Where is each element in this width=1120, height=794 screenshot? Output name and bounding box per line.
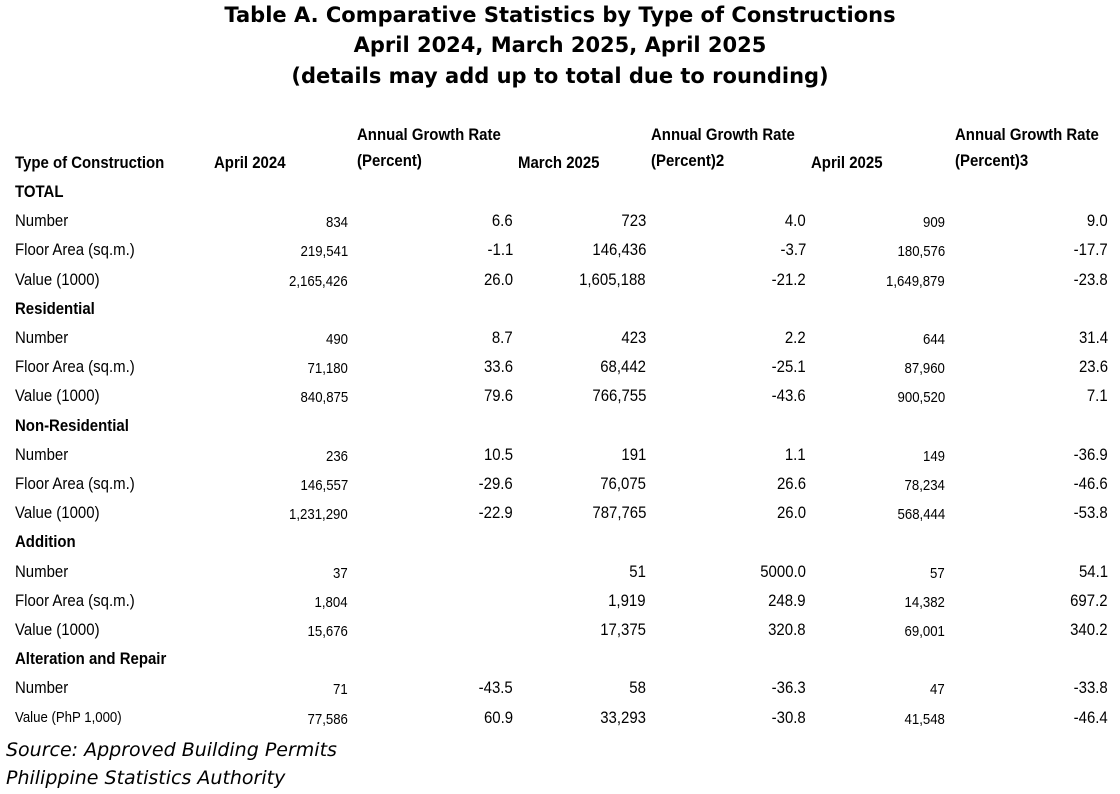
table-cell: 7.1 — [1087, 386, 1108, 405]
table-cell: 787,765 — [591, 503, 646, 522]
header-growth-2-line2: (Percent)2 — [651, 151, 725, 170]
table-cell: 71,180 — [307, 360, 348, 377]
table-cell: -1.1 — [487, 240, 513, 259]
header-growth-3-line2: (Percent)3 — [955, 151, 1029, 170]
section-header: Non-Residential — [15, 416, 129, 435]
table-cell: -30.8 — [771, 708, 806, 727]
section-header: Alteration and Repair — [15, 649, 167, 668]
table-cell: 723 — [621, 211, 646, 230]
table-cell: 71 — [333, 681, 348, 698]
section-header: Addition — [15, 532, 76, 551]
table-cell: 1,919 — [608, 591, 646, 610]
table-cell: 26.6 — [776, 474, 806, 493]
table-cell: 41,548 — [904, 711, 945, 728]
table-cell: -3.7 — [780, 240, 806, 259]
table-cell: 26.0 — [483, 270, 513, 289]
table-cell: 26.0 — [776, 503, 806, 522]
table-cell: 10.5 — [483, 445, 513, 464]
table-cell: -23.8 — [1073, 270, 1108, 289]
table-cell: 149 — [922, 448, 945, 465]
table-cell: -43.6 — [771, 386, 806, 405]
row-label: Number — [15, 562, 69, 581]
table-cell: 146,557 — [300, 477, 348, 494]
row-label: Floor Area (sq.m.) — [15, 591, 135, 610]
table-cell: 58 — [629, 678, 646, 697]
table-cell: 191 — [621, 445, 646, 464]
header-growth-1-line2: (Percent) — [357, 151, 422, 170]
header-growth-3-line1: Annual Growth Rate — [955, 125, 1099, 144]
title-line-3: (details may add up to total due to rounding) — [291, 64, 829, 88]
row-label: Number — [15, 678, 69, 697]
section-header: TOTAL — [15, 182, 64, 201]
table-cell: 69,001 — [904, 623, 945, 640]
table-cell: 79.6 — [483, 386, 513, 405]
table-cell: 4.0 — [785, 211, 806, 230]
table-cell: 37 — [333, 565, 348, 582]
table-cell: 31.4 — [1078, 328, 1108, 347]
table-cell: 219,541 — [300, 243, 348, 260]
table-cell: 900,520 — [897, 389, 945, 406]
row-label: Floor Area (sq.m.) — [15, 357, 135, 376]
table-cell: 54.1 — [1078, 562, 1108, 581]
title-line-2: April 2024, March 2025, April 2025 — [353, 33, 767, 57]
table-cell: 33.6 — [483, 357, 513, 376]
table-cell: -46.6 — [1073, 474, 1108, 493]
table-cell: 490 — [325, 331, 348, 348]
table-cell: 77,586 — [307, 711, 348, 728]
table-cell: -46.4 — [1073, 708, 1108, 727]
table-cell: -43.5 — [478, 678, 513, 697]
table-cell: 697.2 — [1070, 591, 1108, 610]
table-cell: 766,755 — [591, 386, 646, 405]
source-line-2: Philippine Statistics Authority — [6, 767, 286, 789]
table-cell: 1,804 — [314, 594, 348, 611]
table-cell: 644 — [922, 331, 945, 348]
section-header: Residential — [15, 299, 95, 318]
source-line-1: Source: Approved Building Permits — [6, 739, 337, 761]
table-cell: 909 — [922, 214, 945, 231]
table-cell: 14,382 — [904, 594, 945, 611]
table-cell: 146,436 — [591, 240, 646, 259]
table-cell: -25.1 — [771, 357, 806, 376]
table-cell: 68,442 — [600, 357, 646, 376]
table-cell: 2.2 — [785, 328, 806, 347]
header-growth-1-line1: Annual Growth Rate — [357, 125, 501, 144]
row-label: Value (1000) — [15, 386, 100, 405]
table-cell: 5000.0 — [760, 562, 806, 581]
header-april-2025: April 2025 — [811, 153, 883, 172]
row-label: Number — [15, 445, 69, 464]
table-cell: 57 — [930, 565, 945, 582]
table-cell: -22.9 — [478, 503, 513, 522]
table-cell: -21.2 — [771, 270, 806, 289]
row-label: Number — [15, 211, 69, 230]
table-cell: 1,605,188 — [579, 270, 646, 289]
table-cell: 320.8 — [768, 620, 806, 639]
table-cell: 9.0 — [1087, 211, 1108, 230]
table-cell: 76,075 — [600, 474, 646, 493]
header-april-2024: April 2024 — [214, 153, 286, 172]
header-march-2025: March 2025 — [518, 153, 600, 172]
table-cell: 1,231,290 — [289, 506, 348, 523]
table-cell: -53.8 — [1073, 503, 1108, 522]
table-cell: 47 — [930, 681, 945, 698]
table-cell: 33,293 — [600, 708, 646, 727]
table-cell: 8.7 — [492, 328, 513, 347]
row-label: Value (1000) — [15, 503, 100, 522]
table-cell: 340.2 — [1070, 620, 1108, 639]
table-cell: -17.7 — [1073, 240, 1108, 259]
row-label: Number — [15, 328, 69, 347]
table-cell: 236 — [325, 448, 348, 465]
table-cell: 834 — [325, 214, 348, 231]
table-cell: 1.1 — [785, 445, 806, 464]
table-cell: 87,960 — [904, 360, 945, 377]
table-cell: -29.6 — [478, 474, 513, 493]
table-cell: 15,676 — [307, 623, 348, 640]
table-cell: 2,165,426 — [289, 273, 348, 290]
table-cell: -36.3 — [771, 678, 806, 697]
header-type: Type of Construction — [15, 153, 165, 172]
table-cell: 6.6 — [492, 211, 513, 230]
header-growth-2-line1: Annual Growth Rate — [651, 125, 795, 144]
row-label: Floor Area (sq.m.) — [15, 240, 135, 259]
table-cell: -36.9 — [1073, 445, 1108, 464]
table-cell: -33.8 — [1073, 678, 1108, 697]
table-cell: 51 — [629, 562, 646, 581]
table-cell: 840,875 — [300, 389, 348, 406]
table-cell: 423 — [621, 328, 646, 347]
table-cell: 1,649,879 — [886, 273, 945, 290]
table-cell: 568,444 — [897, 506, 945, 523]
table-cell: 23.6 — [1078, 357, 1108, 376]
table-cell: 248.9 — [768, 591, 806, 610]
row-label: Floor Area (sq.m.) — [15, 474, 135, 493]
table-cell: 180,576 — [897, 243, 945, 260]
row-label: Value (1000) — [15, 270, 100, 289]
table-cell: 17,375 — [600, 620, 646, 639]
row-label: Value (PhP 1,000) — [15, 709, 122, 726]
table-cell: 78,234 — [904, 477, 945, 494]
title-line-1: Table A. Comparative Statistics by Type of Constructions — [224, 3, 896, 27]
table-cell: 60.9 — [483, 708, 513, 727]
row-label: Value (1000) — [15, 620, 100, 639]
